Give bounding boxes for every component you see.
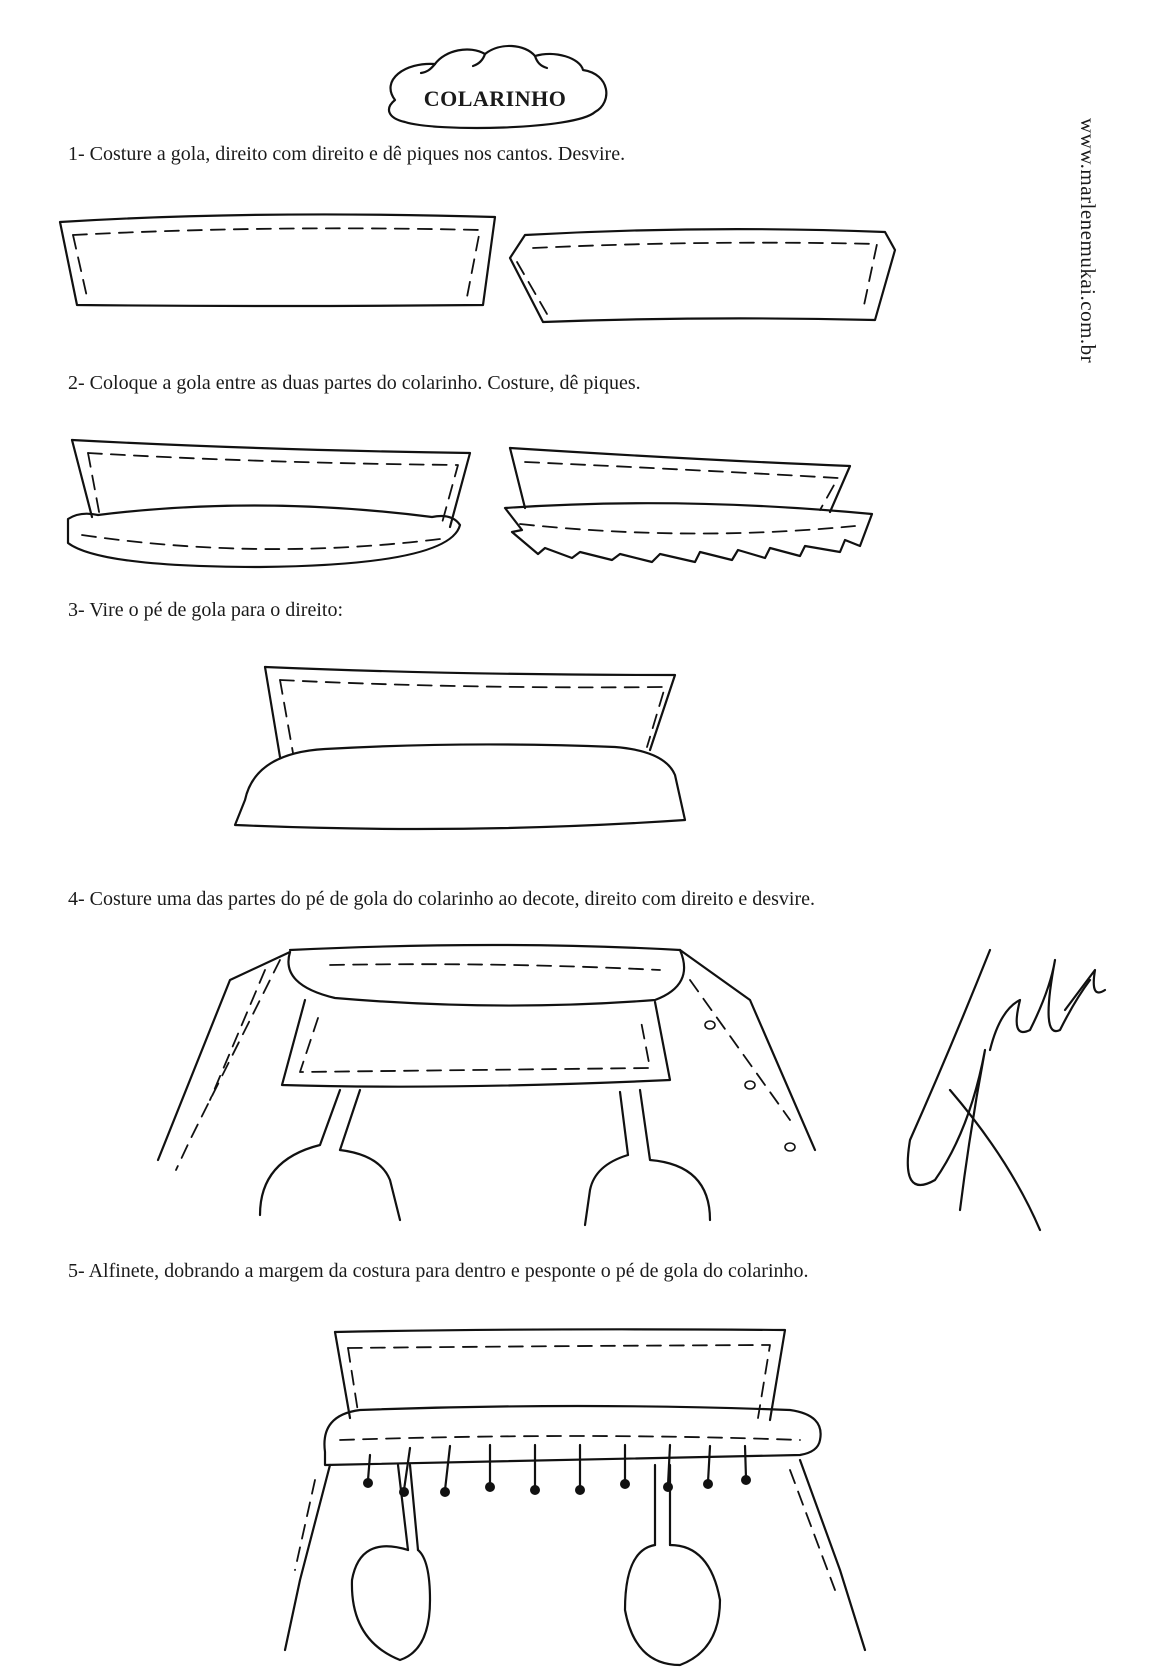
step-1-description: Costure a gola, direito com direito e dê piques nos cantos. Desvire. <box>89 143 626 165</box>
step-2-description: Coloque a gola entre as duas partes do colarinho. Costure, dê piques. <box>89 372 641 394</box>
step-2-number: 2- <box>68 372 85 394</box>
step-3-description: Vire o pé de gola para o direito: <box>89 599 344 621</box>
step-3-collar-drawing <box>225 655 695 855</box>
step-4-description: Costure uma das partes do pé de gola do colarinho ao decote, direito com direito e desvire. <box>89 888 815 910</box>
step-5-text <box>68 1260 809 1283</box>
step-3-number: 3- <box>68 599 85 621</box>
step-5-collar-drawing <box>280 1320 880 1680</box>
step-2-collar-left-drawing <box>60 435 480 585</box>
step-1-text <box>68 143 625 166</box>
step-1-collar-right-drawing <box>505 220 905 330</box>
step-1-collar-left-drawing <box>55 205 495 325</box>
step-2-collar-right-drawing <box>500 440 900 590</box>
step-5-number: 5- <box>68 1260 85 1282</box>
step-4-text <box>68 888 815 911</box>
step-3-text <box>68 599 343 622</box>
signature-drawing <box>890 930 1120 1240</box>
step-4-neckline-drawing <box>150 940 830 1230</box>
step-4-number: 4- <box>68 888 85 910</box>
page-title: COLARINHO <box>423 86 567 111</box>
step-2-text <box>68 372 641 395</box>
step-5-description: Alfinete, dobrando a margem da costura para dentro e pesponte o pé de gola do colarinho. <box>88 1260 809 1282</box>
website-url: www.marlenemukai.com.br <box>1076 118 1100 364</box>
step-1-number: 1- <box>68 143 85 165</box>
